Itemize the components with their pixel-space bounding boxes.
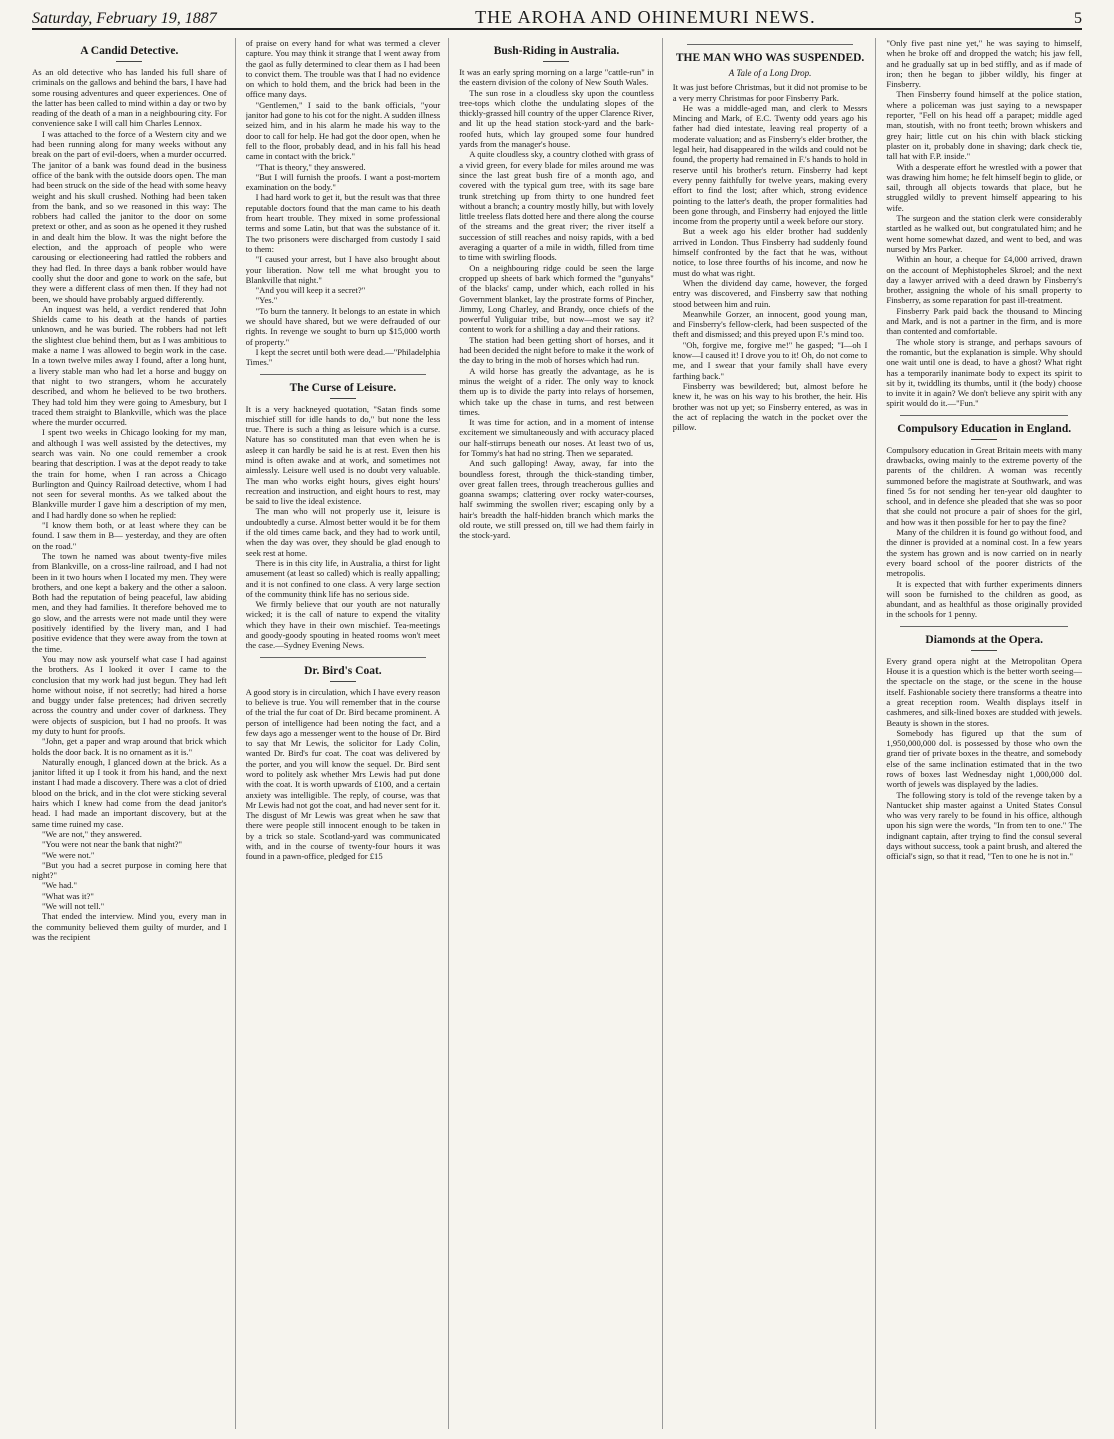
article-separator	[900, 626, 1068, 627]
paragraph: The whole story is strange, and perhaps savours of the romantic, but the explanation is simple. Why should one wait until one is dead, to have a ghost? What right has a temporarily inanimate body to expect its spirit to sit by it, twiddling its thumbs, until it (the body) choose to invite it in again? We don't believe any spirit with any spirit would do it.—"Fun."	[886, 336, 1082, 409]
paragraph: "We had."	[42, 880, 77, 891]
paragraph: "Oh, forgive me, forgive me!" he gasped; "I—oh I know—I caused it! I drove you to it! Oh, do not come to me, and I swear that your family shall have every farthing back."	[672, 339, 868, 381]
paragraph: You may now ask yourself what case I had against the brothers. As I looked it over I came to the conclusion that my work had just begun. They had left home without noise, if not secretly; had hired a horse and buggy under false pretences; had driven secretly across the country and under cover of darkness. They were objects of suspicion, but I had no proofs. It was my duty to hunt for proofs.	[32, 653, 227, 736]
title-rule	[330, 398, 356, 399]
paragraph: The town he named was about twenty-five miles from Blankville, on a cross-line railroad, and I had not been in it two hours when I located my men. They were brothers, and one kept a bakery and the other a saloon. Both had the reputation of being peaceful, law abiding men, and they had families. It therefore behoved me to go slow, and the arrests were not made until they were positively identified by the livery man, and I had positive evidence that they were away from the town at the time.	[32, 550, 227, 654]
paragraph: "We were not."	[42, 849, 95, 860]
paragraph: "I know them both, or at least where they can be found. I saw them in B— yesterday, and they are often on the road."	[32, 520, 227, 551]
paragraph: Meanwhile Gorzer, an innocent, good young man, and Finsberry's fellow-clerk, had been suspected of the theft and dismissed; and this preyed upon F.'s mind too.	[672, 308, 868, 340]
column-4	[673, 38, 877, 1429]
article-title-man-who-was-suspended: THE MAN WHO WAS SUSPENDED.	[675, 52, 865, 64]
article-separator	[260, 657, 427, 658]
paragraph: It is a very hackneyed quotation, "Satan finds some mischief still for idle hands to do," but none the less true. There is such a thing as leisure which is a curse. Nature has so constituted man that even when he is asleep it can hardly be said he is at rest. Even then his mind is often awake and at work, and sometimes not aimlessly. Leisure well used is no doubt very valuable. The man who works eight hours, gives eight hours' recreation and instruction, and eight hours to rest, may be said to live the ideal existence.	[245, 403, 441, 507]
paragraph: And such galloping! Away, away, far into the boundless forest, through the thick-standing timber, over great fallen trees, through treacherous gullies and goanna swamps; clattering over rocky water-courses, half swimming the swollen river; escaping only by a hair's breadth the half-hidden branch which marks the old route, we still pressed on, till we had them fairly in the stock-yard.	[459, 458, 654, 541]
paragraph: It was just before Christmas, but it did not promise to be a very merry Christmas for poor Finsberry Park.	[672, 82, 868, 103]
article-title-bush-riding: Bush-Riding in Australia.	[493, 45, 620, 57]
masthead	[32, 0, 1082, 30]
paragraph: "But I will furnish the proofs. I want a post-mortem examination on the body."	[245, 171, 441, 193]
paragraph: He was a middle-aged man, and clerk to Messrs Mincing and Mark, of E.C. Twenty odd years ago his father had died intestate, leaving real property of a moderate valuation; and as Finsberry's elder brother, the legal heir, had disappeared in the wilds and could not be found, the property had remained in F.'s hands to hold in reserve until his brother's return. Finsberry had kept every penny faithfully for twelve years, making every effort to find the lost; after which, strong evidence pointing to the latter's death, the proper formalities had been gone through, and Finsberry had enjoyed the little income from the property until a week before our story.	[672, 102, 868, 227]
article-title-compulsory-education: Compulsory Education in England.	[897, 422, 1072, 435]
paragraph: "John, get a paper and wrap around that brick which holds the door back. It is no ornament as it is."	[32, 736, 227, 757]
paragraph: Every grand opera night at the Metropolitan Opera House it is a question which is the better worth seeing—the spectacle on the stage, or the scene in the house itself. Fashionable society there transforms a theatre into a great reception room. Wealth displays itself in cashmeres, and silk-lined boxes are studded with jewels. Beauty is shown in the stores.	[886, 655, 1082, 728]
paragraph: "You were not near the bank that night?"	[42, 839, 183, 850]
title-rule	[971, 439, 997, 440]
column-2	[246, 38, 450, 1429]
paragraph: "Yes."	[255, 295, 278, 306]
paragraph: "Gentlemen," I said to the bank officials, "your janitor had gone to his cot for the night. A sudden illness seized him, and in his alarm he made his way to the door to call for help. He had got the door open, when he fell to the floor, probably dead, and in his fall his head came in contact with the brick."	[245, 99, 441, 162]
paragraph: "And you will keep it a secret?"	[255, 285, 366, 296]
article-subtitle: A Tale of a Long Drop.	[728, 68, 812, 78]
paragraph: A quite cloudless sky, a country clothed with grass of a vivid green, for every blade for miles around me was since the last great bush fire of a month ago, and covered with the typical gum tree, with its sage bare trunk stretching up from thirty to one hundred feet without a branch; a country mostly hilly, but with lovely little treeless flats dotted here and there along the course of the streams and the great river; the river itself a succession of still reaches and noisy rapids, with a bed averaging a quarter of a mile in width, filled from time to time with swirling floods.	[459, 149, 654, 263]
paragraph: I kept the secret until both were dead.—"Philadelphia Times."	[245, 346, 441, 368]
paragraph: Finsberry was bewildered; but, almost before he knew it, he was on his way to his brother, the heir. His brother was not up yet; so Finsberry entered, as was in the act of replacing the watch in the pocket over the pillow.	[672, 380, 868, 433]
paragraph: Naturally enough, I glanced down at the brick. As a janitor lifted it up I took it from his hand, and the next instant I had made a discovery. There was a clot of dried blood on the brick, and in the clot were sticking several hairs which I knew had come from the dead janitor's head. I had made an important discovery, but at the same time ruined my case.	[32, 756, 227, 829]
column-5	[886, 38, 1090, 1429]
paragraph: It was an early spring morning on a large "cattle-run" in the eastern division of the colony of New South Wales.	[459, 67, 654, 88]
paragraph: Many of the children it is found go without food, and the dinner is provided at a nominal cost. In a few years the system has grown and is now carried on in nearly every board school of the poorer districts of the metropolis.	[886, 527, 1082, 579]
paragraph: "But you had a secret purpose in coming here that night?"	[32, 859, 227, 881]
article-title-candid-detective: A Candid Detective.	[80, 45, 179, 57]
paragraph: It is expected that with further experiments dinners will soon be furnished to the children as good, as abundant, and as healthful as those originally provided in the schools for 1 penny.	[886, 578, 1082, 620]
paragraph: "That is theory," they answered.	[255, 161, 366, 172]
article-title-curse-of-leisure: The Curse of Leisure.	[289, 381, 397, 394]
article-title-dr-birds-coat: Dr. Bird's Coat.	[304, 664, 382, 677]
title-rule	[971, 650, 997, 651]
title-rule	[116, 61, 142, 62]
paragraph: Then Finsberry found himself at the police station, where a policeman was just saying to a newspaper reporter, "Fell on his head off a parapet; middle aged man, stoutish, with no front teeth; brown whiskers and grey hair; little cut on his chin with black sticking plaster on it, probably done in shaving; dark check tie, tall hat with F.P. inside."	[886, 89, 1082, 162]
column-1	[32, 38, 236, 1429]
paragraph: A wild horse has greatly the advantage, as he is minus the weight of a rider. The only way to knock them up is to divide the party into relays of horsemen, which take up the chase in turns, and rest between times.	[459, 365, 654, 417]
paragraph: The following story is told of the revenge taken by a Nantucket ship master against a United States Consul who was very rarely to be found in his office, although upon his sign were the words, "In from ten to one." The indignant captain, after trying to find the consul several days without success, took a paint brush, and altered the official's sign, so that it read, "Ten to one he is not in."	[886, 789, 1082, 862]
paragraph: I had hard work to get it, but the result was that three reputable doctors found that the man came to his death from heart trouble. They mixed in some professional terms and some Latin, but that was the substance of it. The two prisoners were discharged from custody I said to them:	[245, 192, 441, 254]
paragraph: We firmly believe that our youth are not naturally wicked; it is the call of nature to expend the vitality which they have in their own mischief. Tea-meetings and goody-goody spouting in heated rooms won't meet the case.—Sydney Evening News.	[245, 599, 441, 651]
paragraph: "We will not tell."	[42, 901, 105, 912]
page-number: 5	[1073, 10, 1082, 27]
paragraph: I was attached to the force of a Western city and we had been running along for many weeks without any break on the part of evil-doers, when a murder occurred. The janitor of a bank was found dead in the business office of the bank with the outside doors open. The man had been struck on the side of the head with some heavy weight and his skull crushed. Nothing had been taken from the bank, and so we reasoned in this way: The robbers had called the janitor to the door on some pretext or other, and as soon as he opened it they rushed in and dealt him the blow. It was the night before the election, and the approach of people who were carousing or electioneering had rattled the robbers and they had fled. In three days a bank robber would have coolly shut the door and gone to work on the safe, but they were a different class of men then. If they had not been, we should have probably argued differently.	[32, 128, 227, 304]
paragraph: "To burn the tannery. It belongs to an estate in which we should have shared, but we were defrauded of our rights. In revenge we sought to burn up $15,000 worth of property."	[245, 305, 441, 347]
columns	[32, 38, 1090, 1429]
paragraph: I spent two weeks in Chicago looking for my man, and although I was well assisted by the detectives, my search was vain. No one could remember a crook bearing that description. I was at the depot ready to take the train for home, when I ran across a Chicago Burlington and Quincy Railroad detective, whom I had not seen for several months. As we talked about the Blankville murder I gave him a description of my men, and I had hardly done so when he replied:	[32, 427, 227, 520]
paragraph: Finsberry Park paid back the thousand to Mincing and Mark, and is not a partner in the firm, and is more than contented and comfortable.	[886, 305, 1082, 337]
article-title-diamonds-at-the-opera: Diamonds at the Opera.	[925, 633, 1043, 646]
paragraph: "We are not," they answered.	[42, 828, 142, 839]
paragraph: The surgeon and the station clerk were considerably startled as he walked out, but congratulated him; and he went home somewhat dazed, and went to bed, and was nursed by Mrs Parker.	[886, 213, 1082, 254]
article-separator	[687, 44, 854, 45]
title-rule	[543, 61, 569, 62]
paragraph: It was time for action, and in a moment of intense excitement we simultaneously and with accuracy placed our half-stirrups beneath our noses. At least two of us, for Tommy's hat had no string. Then we separated.	[459, 417, 654, 458]
paragraph: "Only five past nine yet," he was saying to himself, when he broke off and dropped the watch; his jaw fell, and he gradually sat up in bed stiffly, and as if made of iron; then he began to jibber wildly, his finger at Finsberry.	[886, 38, 1082, 90]
paragraph: "What was it?"	[42, 890, 94, 901]
paragraph: That ended the interview. Mind you, every man in the community believed them guilty of murder, and I was the recipient	[32, 911, 227, 942]
paragraph: As an old detective who has landed his full share of criminals on the gallows and behind the bars, I have had some rousing adventures and queer experiences. One of the latter has been called to mind within a day or two by reading of the death of a man in a neighbouring city. For convenience sake I will call him Charles Lennox.	[32, 67, 227, 129]
paragraph: Within an hour, a cheque for £4,000 arrived, drawn on the account of Mephistopheles Skroel; and the next day a lawyer arrived with a deed drawn by Finsberry's brother, assigning the whole of his small property to Finsberry, as some reparation for past ill-treatment.	[886, 254, 1082, 306]
paragraph: A good story is in circulation, which I have every reason to believe is true. You will remember that in the course of the trial the fur coat of Dr. Bird became prominent. A person of intelligence had been noting the fact, and a few days ago a messenger went to the house of Dr. Bird to say that Mr Lewis, the solicitor for Lady Colin, wanted Dr. Bird's fur coat. The coat was delivered by the porter, and you will know the sequel. Dr. Bird sent word to politely ask whether Mrs Lewis had put done with the coat. It is worth upwards of £100, and a certain anxiety was intelligible. The reply, of course, was that Mr Lewis had not got the coat, and had never sent for it. The disgust of Mr Lewis was great when he saw that there were people still innocent enough to be taken in by a trick so stale. Scotland-yard was communicated with, and in the course of twenty-four hours it was found in a pawn-office, pledged for £15	[245, 686, 441, 862]
paragraph: With a desperate effort he wrestled with a power that was drawing him home; he felt himself begin to glide, or sail, through all objects towards that place, but he struggled wildly to prevent himself appearing to his wife.	[886, 161, 1082, 213]
article-separator	[260, 374, 427, 375]
title-rule	[330, 681, 356, 682]
paragraph: "I caused your arrest, but I have also brought about your liberation. Now tell me what brought you to Blankville that night."	[245, 254, 441, 285]
article-separator	[900, 415, 1068, 416]
paragraph: The man who will not properly use it, leisure is undoubtedly a curse. Almost better would it be for them if the old times came back, and they had to work until, when the day was over, they should be glad enough to seek rest at home.	[245, 506, 441, 558]
paragraph: Compulsory education in Great Britain meets with many drawbacks, owing mainly to the extreme poverty of the parents of the children. A woman was recently summoned before the magistrate at Southwark, and was fined 5s for not sending her ten-year old daughter to school, and in defence she pleaded that she was so poor that she could not procure a pair of shoes for the girl, and how was it then possible for her to pay the fine?	[886, 444, 1082, 527]
newspaper-title: THE AROHA AND OHINEMURI NEWS.	[475, 7, 816, 27]
paragraph: of praise on every hand for what was termed a clever capture. You may think it strange that I went away from the gaol as fully determined to clear them as I had been to convict them. The trouble was that I had no evidence on which to hold them, and the brick had been in the office many days.	[245, 38, 441, 100]
issue-date: Saturday, February 19, 1887	[32, 10, 217, 27]
paragraph: Somebody has figured up that the sum of 1,950,000,000 dol. is possessed by those who own the grand tier of private boxes in the theatre, and somebody else of the same inclination estimated that in the two rows of boxes last Wednesday night 1,000,000 dol. worth of jewels was displayed by the ladies.	[886, 727, 1082, 790]
paragraph: The station had been getting short of horses, and it had been decided the night before to make it the work of the day to bring in the mob of horses which had run.	[459, 334, 654, 366]
paragraph: There is in this city life, in Australia, a thirst for light amusement (at least so called) which is really appalling; and it is not confined to one class. A very large section of the community think life has no serious side.	[245, 557, 441, 599]
paragraph: On a neighbouring ridge could be seen the large cropped up sheets of bark which formed the "gunyahs" of the blacks' camp, under which, each rolled in his Government blanket, lay the prostrate forms of Pincher, Jimmy, Long Charley, and Brandy, once chiefs of the powerful Yuliguiar tribe, but now—most we say it? content to work for a shilling a day and their rations.	[459, 262, 654, 335]
column-3	[459, 38, 663, 1429]
paragraph: When the dividend day came, however, the forged entry was discovered, and Finsberry saw that nothing stood between him and ruin.	[672, 277, 868, 309]
paragraph: The sun rose in a cloudless sky upon the countless tree-tops which clothe the undulating slopes of the thickly-grassed hill country of the upper Clarence River, and lit up the head station stock-yard and the bark-roofed huts, which lay grouped some four hundred yards from the manager's house.	[459, 87, 654, 150]
paragraph: An inquest was held, a verdict rendered that John Shields came to his death at the hands of parties unknown, and he was buried. The robbers had not left the slightest clue behind them, but as I was ambitious to make a name I was allowed to begin work in the case. In a town twelve miles away I found, after a long hunt, a livery stable man who had let a horse and buggy on that night to two strangers, whom he accurately described, and whom he believed to be two brothers. They had told him they were going to Amesbury, but I traced them straight to Blankville, which was the place where the murder occurred.	[32, 303, 227, 428]
paragraph: But a week ago his elder brother had suddenly arrived in London. Thus Finsberry had suddenly found himself confronted by the fact that he was, without notice, to lose three fourths of his income, and now he must do what was right.	[672, 226, 868, 278]
